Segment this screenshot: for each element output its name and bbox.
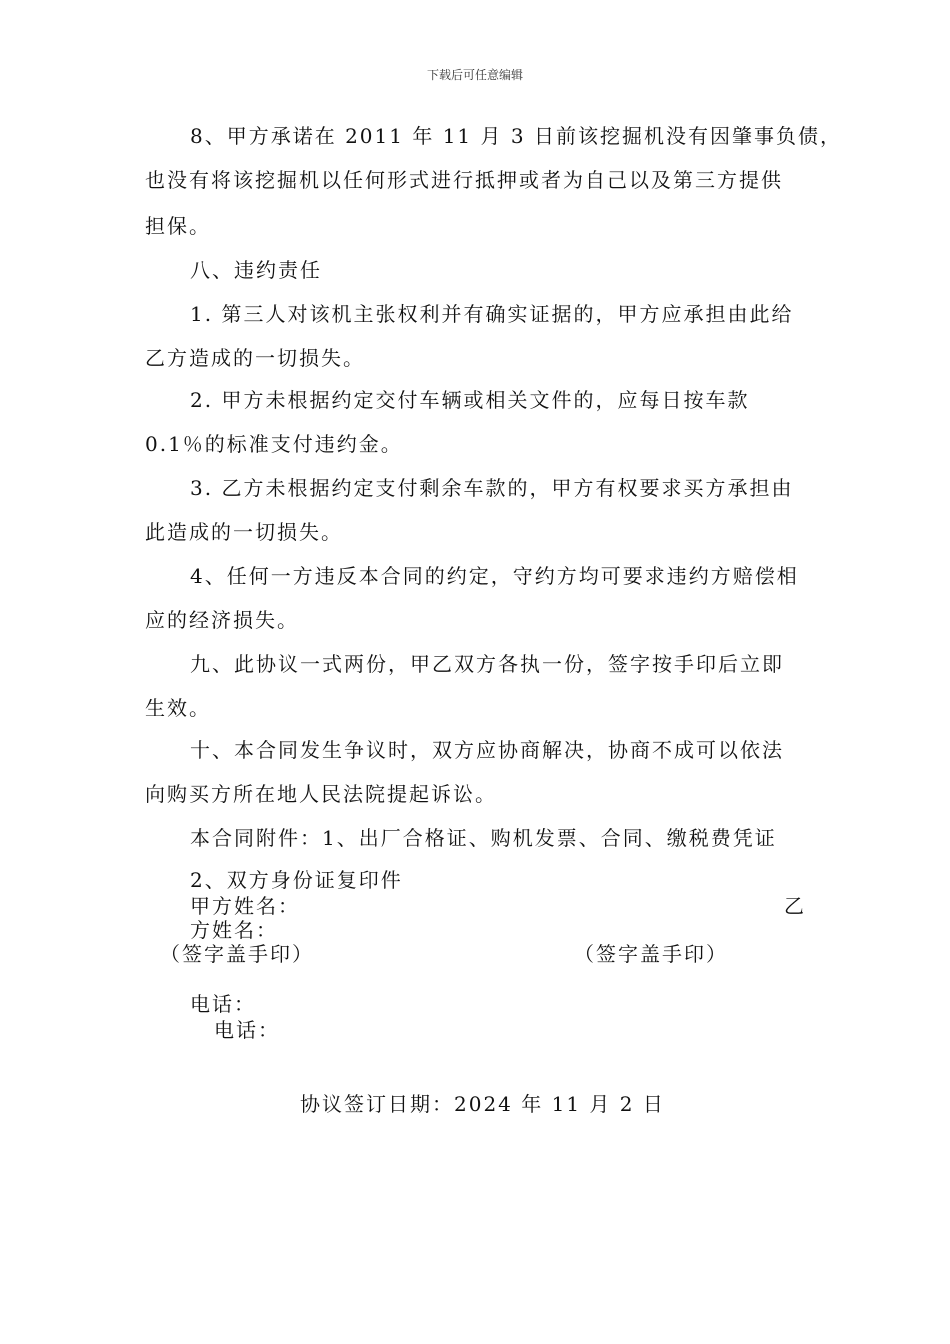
item-1-line-1: 1. 第三人对该机主张权利并有确实证据的，甲方应承担由此给 <box>190 302 794 326</box>
item-4-line-1: 4、任何一方违反本合同的约定，守约方均可要求违约方赔偿相 <box>190 564 799 588</box>
clause-8-line-1: 8、甲方承诺在 2011 年 11 月 3 日前该挖掘机没有因肇事负债， <box>190 124 842 148</box>
clause-8-line-2: 也没有将该挖掘机以任何形式进行抵押或者为自己以及第三方提供 <box>145 168 783 192</box>
section-9-line-2: 生效。 <box>145 696 211 720</box>
section-10-line-2: 向购买方所在地人民法院提起诉讼。 <box>145 782 497 806</box>
party-a-name-label: 甲方姓名： <box>190 894 300 918</box>
item-1-line-2: 乙方造成的一切损失。 <box>145 346 365 370</box>
item-3-line-1: 3. 乙方未根据约定支付剩余车款的，甲方有权要求买方承担由 <box>190 476 794 500</box>
section-8-title: 八、违约责任 <box>190 258 322 282</box>
attachments-line-1: 本合同附件：1、出厂合格证、购机发票、合同、缴税费凭证 <box>190 826 777 850</box>
item-4-line-2: 应的经济损失。 <box>145 608 299 632</box>
item-2-line-2: 0.1％的标准支付违约金。 <box>145 432 403 456</box>
attachments-line-2: 2、双方身份证复印件 <box>190 868 403 892</box>
party-a-phone-label: 电话： <box>190 992 256 1016</box>
section-10-line-1: 十、本合同发生争议时，双方应协商解决，协商不成可以依法 <box>190 738 784 762</box>
page-header: 下载后可任意编辑 <box>426 68 523 82</box>
party-b-name-label-part2: 方姓名： <box>190 918 278 942</box>
clause-8-line-3: 担保。 <box>145 214 211 238</box>
party-b-name-label-part1: 乙 <box>784 894 806 918</box>
item-2-line-1: 2. 甲方未根据约定交付车辆或相关文件的，应每日按车款 <box>190 388 750 412</box>
item-3-line-2: 此造成的一切损失。 <box>145 520 343 544</box>
party-a-seal-note: （签字盖手印） <box>160 942 314 966</box>
section-9-line-1: 九、此协议一式两份，甲乙双方各执一份，签字按手印后立即 <box>190 652 784 676</box>
party-b-seal-note: （签字盖手印） <box>574 942 728 966</box>
party-b-phone-label: 电话： <box>214 1018 280 1042</box>
sign-date: 协议签订日期：2024 年 11 月 2 日 <box>300 1092 665 1116</box>
